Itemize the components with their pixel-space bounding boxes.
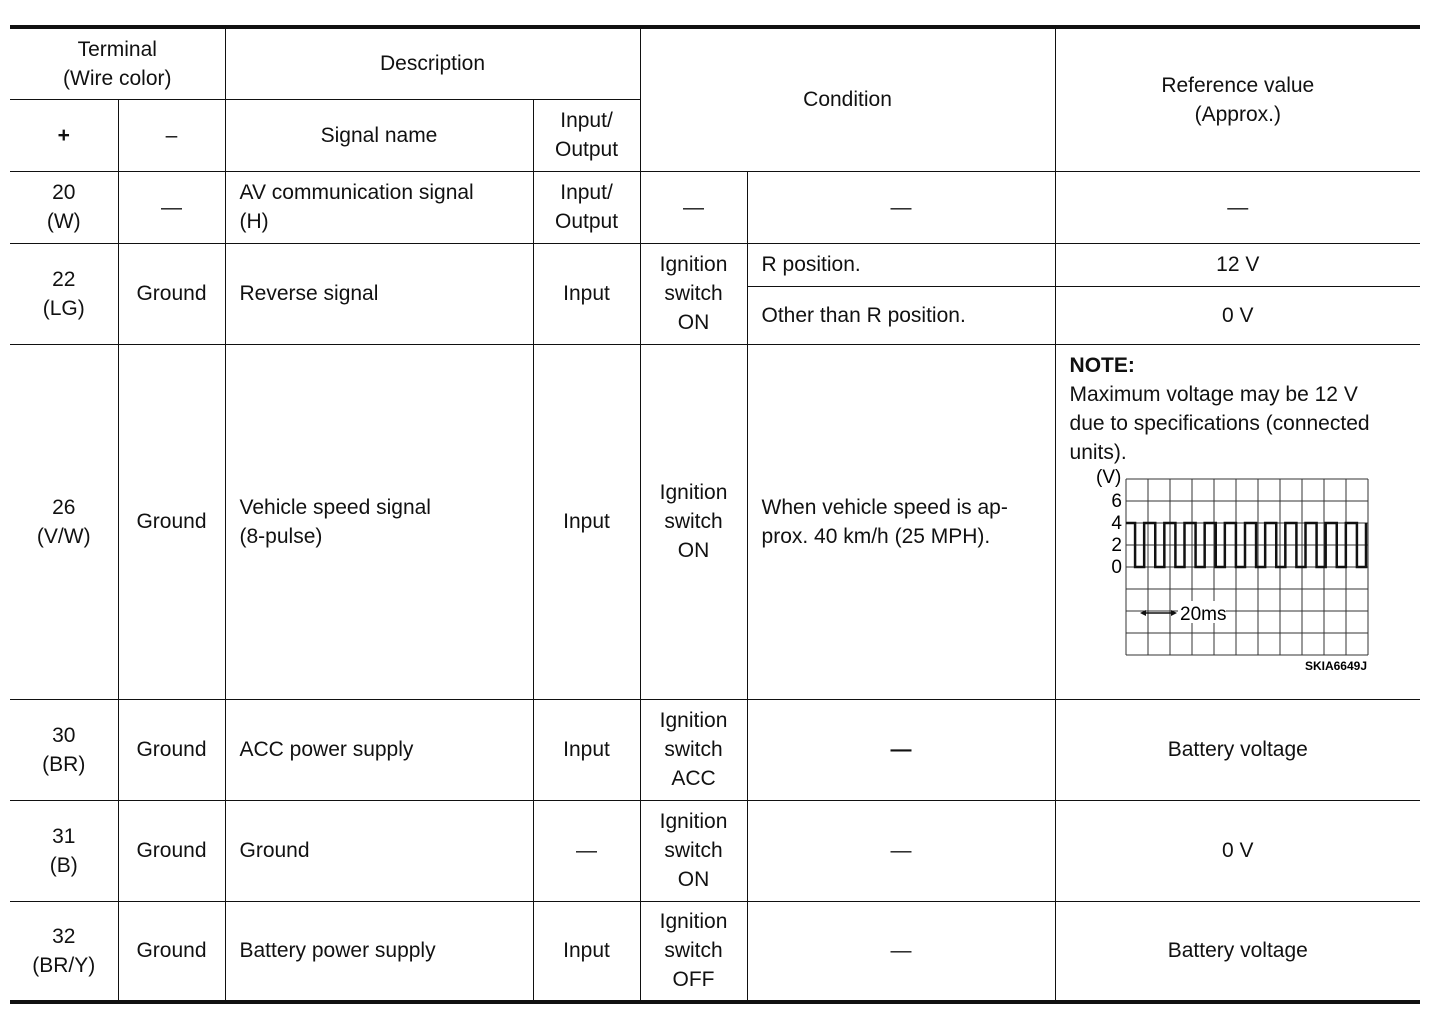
waveform-y-ticks xyxy=(1111,491,1122,578)
minus-terminal-header: – xyxy=(118,99,225,171)
time-label: 20ms xyxy=(1179,603,1226,625)
waveform-y-tick: 0 xyxy=(1110,556,1122,578)
signal-name-cell: Ground xyxy=(225,800,533,901)
condition-detail-cell: — xyxy=(747,171,1055,243)
wire-color: (B) xyxy=(49,853,78,877)
switch-line1: Ignition xyxy=(659,253,728,276)
plus-terminal-header: + xyxy=(10,99,118,171)
terminal-cell xyxy=(10,344,118,699)
switch-line2: switch xyxy=(664,839,723,862)
signal-name-line2: (H) xyxy=(239,210,269,233)
vehicle-speed-waveform xyxy=(1070,467,1380,687)
note-line2: due to specifications (connected xyxy=(1069,411,1370,435)
condition-switch-cell: — xyxy=(640,171,747,243)
table-row xyxy=(10,699,1420,800)
terminal-number: 32 xyxy=(52,924,76,948)
io-header xyxy=(533,99,640,171)
reference-value-cell: 0 V xyxy=(1055,800,1420,901)
condition-switch-cell xyxy=(640,243,747,344)
signal-name-cell xyxy=(225,171,533,243)
switch-line1: Ignition xyxy=(659,910,728,934)
detail-line1: When vehicle speed is ap- xyxy=(761,495,1008,519)
terminal-number: 22 xyxy=(52,267,76,291)
waveform-y-tick: 6 xyxy=(1110,490,1122,512)
reference-value-cell: 0 V xyxy=(1055,286,1420,344)
terminal-number: 31 xyxy=(52,824,76,848)
reference-value-cell: — xyxy=(1055,171,1420,243)
wire-color: (LG) xyxy=(42,296,85,320)
condition-detail-cell: — xyxy=(747,800,1055,901)
signal-name-cell: ACC power supply xyxy=(225,699,533,800)
table-row xyxy=(10,171,1420,243)
table-row xyxy=(10,901,1420,1002)
table-row xyxy=(10,344,1420,699)
condition-switch-cell xyxy=(640,901,747,1002)
io-cell: Input xyxy=(533,344,640,699)
io-cell: Input xyxy=(533,901,640,1002)
signal-name-cell: Battery power supply xyxy=(225,901,533,1002)
wire-color-header-label: (Wire color) xyxy=(63,66,172,90)
table-row xyxy=(10,243,1420,286)
minus-cell: — xyxy=(118,171,225,243)
table-row xyxy=(10,800,1420,901)
note-line1: Maximum voltage may be 12 V xyxy=(1069,382,1358,406)
condition-detail-cell: — xyxy=(747,901,1055,1002)
wire-color: (BR/Y) xyxy=(32,953,96,977)
terminal-spec-table xyxy=(10,25,1420,1004)
minus-cell: Ground xyxy=(118,699,225,800)
terminal-number: 20 xyxy=(52,181,76,204)
signal-name-line1: AV communication signal xyxy=(239,181,474,204)
io-line2: Output xyxy=(554,210,619,233)
io-cell: Input xyxy=(533,243,640,344)
wire-color: (BR) xyxy=(42,752,86,776)
switch-line1: Ignition xyxy=(659,810,728,833)
wire-color: (W) xyxy=(46,210,81,233)
signal-name-line2: (8-pulse) xyxy=(239,524,323,548)
switch-line1: Ignition xyxy=(659,709,728,732)
terminal-cell xyxy=(10,171,118,243)
minus-cell: Ground xyxy=(118,901,225,1002)
reference-value-header xyxy=(1055,27,1420,171)
switch-line3: ON xyxy=(677,311,710,334)
switch-line3: OFF xyxy=(672,968,715,992)
waveform-y-tick: 4 xyxy=(1110,512,1122,534)
waveform-y-unit: (V) xyxy=(1095,466,1121,488)
note-line3: units). xyxy=(1069,440,1127,464)
io-cell: — xyxy=(533,800,640,901)
switch-line2: switch xyxy=(664,510,723,533)
minus-cell: Ground xyxy=(118,344,225,699)
description-header: Description xyxy=(225,27,640,99)
switch-line2: switch xyxy=(664,738,723,761)
signal-name-cell: Reverse signal xyxy=(225,243,533,344)
io-cell: Input xyxy=(533,699,640,800)
approx-label: (Approx.) xyxy=(1194,102,1281,126)
terminal-cell xyxy=(10,901,118,1002)
detail-line2: prox. 40 km/h (25 MPH). xyxy=(761,524,991,548)
terminal-cell xyxy=(10,699,118,800)
reference-value-cell: Battery voltage xyxy=(1055,901,1420,1002)
condition-detail-cell xyxy=(747,344,1055,699)
signal-name-cell xyxy=(225,344,533,699)
terminal-header xyxy=(10,27,225,99)
condition-detail-cell: Other than R position. xyxy=(747,286,1055,344)
condition-switch-cell xyxy=(640,344,747,699)
signal-name-line1: Vehicle speed signal xyxy=(239,495,431,519)
minus-cell: Ground xyxy=(118,800,225,901)
io-header-line2: Output xyxy=(554,138,619,161)
switch-line3: ON xyxy=(677,539,710,562)
minus-cell: Ground xyxy=(118,243,225,344)
terminal-number: 26 xyxy=(52,495,76,519)
wire-color: (V/W) xyxy=(36,524,91,548)
condition-switch-cell xyxy=(640,699,747,800)
terminal-cell xyxy=(10,800,118,901)
terminal-header-label: Terminal xyxy=(77,37,157,61)
condition-detail-cell: — xyxy=(747,699,1055,800)
waveform-y-tick: 2 xyxy=(1110,534,1122,556)
signal-name-header: Signal name xyxy=(225,99,533,171)
switch-line3: ACC xyxy=(671,767,716,790)
io-cell xyxy=(533,171,640,243)
terminal-cell xyxy=(10,243,118,344)
terminal-number: 30 xyxy=(52,723,76,747)
condition-switch-cell xyxy=(640,800,747,901)
reference-note-cell xyxy=(1055,344,1420,699)
condition-header: Condition xyxy=(640,27,1055,171)
io-header-line1: Input/ xyxy=(560,109,613,132)
header-row-1 xyxy=(10,27,1420,99)
figure-id: SKIA6649J xyxy=(1304,658,1367,673)
reference-value-label: Reference value xyxy=(1161,73,1315,97)
switch-line1: Ignition xyxy=(659,481,728,504)
io-line1: Input/ xyxy=(560,181,613,204)
condition-detail-cell: R position. xyxy=(747,243,1055,286)
reference-value-cell: Battery voltage xyxy=(1055,699,1420,800)
switch-line2: switch xyxy=(664,282,723,305)
note-title: NOTE: xyxy=(1069,353,1135,377)
switch-line2: switch xyxy=(664,939,723,963)
reference-value-cell: 12 V xyxy=(1055,243,1420,286)
switch-line3: ON xyxy=(677,868,710,891)
